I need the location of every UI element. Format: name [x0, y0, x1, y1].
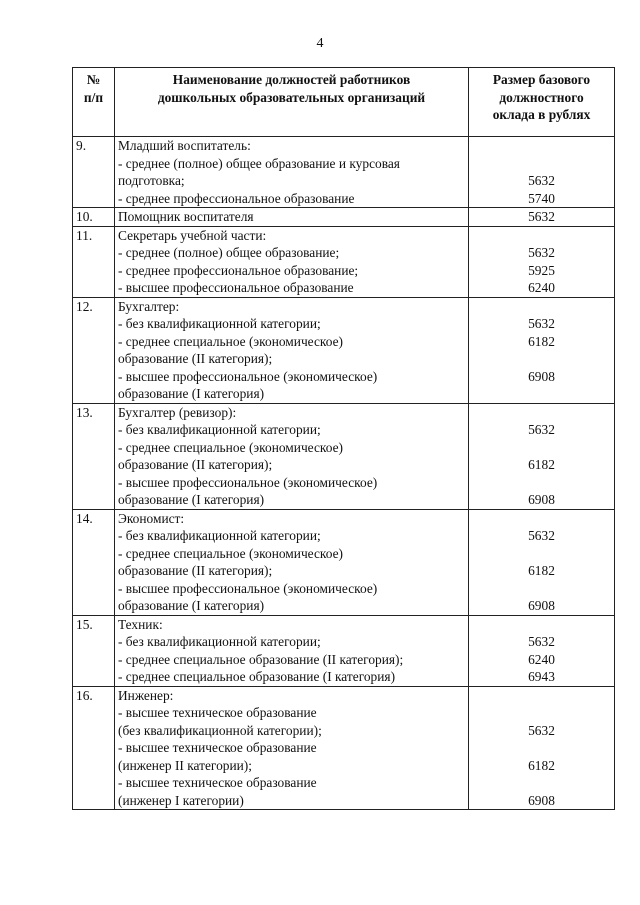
position-line: - без квалификационной категории;	[118, 634, 321, 649]
position-line: Инженер:	[118, 687, 174, 703]
salary-cell	[469, 208, 615, 227]
position-line: - среднее специальное (экономическое)	[118, 439, 343, 455]
row-number: 12.	[73, 297, 115, 403]
salary-value: 6943	[528, 669, 555, 684]
position-line: образование (I категория)	[118, 492, 265, 507]
row-number: 11.	[73, 226, 115, 297]
table-row	[73, 615, 615, 686]
position-line: - среднее специальное (экономическое)	[118, 545, 343, 561]
salary-spacer	[472, 474, 611, 492]
salary-table	[72, 67, 615, 810]
table-row	[73, 137, 615, 208]
table-row	[73, 226, 615, 297]
salary-value: 5632	[528, 422, 555, 437]
salary-value: 5925	[528, 262, 555, 278]
salary-value: 5632	[528, 245, 555, 260]
salary-cell	[469, 686, 615, 810]
position-line: - среднее специальное образование (I категория)	[118, 669, 396, 684]
table-row	[73, 509, 615, 615]
position-line: образование (II категория);	[118, 457, 273, 472]
salary-value: 6908	[528, 792, 555, 808]
row-number: 16.	[73, 686, 115, 810]
position-line: образование (II категория);	[118, 563, 273, 578]
header-salary-line: должностного	[499, 89, 584, 105]
salary-value: 5632	[528, 173, 555, 188]
position-line: - среднее специальное (экономическое)	[118, 333, 343, 349]
position-name-cell	[115, 615, 469, 686]
position-name-cell	[115, 403, 469, 509]
position-line: - среднее профессиональное образование	[118, 190, 355, 206]
salary-cell	[469, 297, 615, 403]
salary-value: 5632	[528, 209, 555, 224]
position-line: подготовка;	[118, 173, 185, 188]
salary-spacer	[472, 404, 611, 422]
salary-value: 6908	[528, 492, 555, 507]
salary-spacer	[472, 155, 611, 173]
position-line: (без квалификационной категории);	[118, 722, 322, 738]
position-line: образование (I категория)	[118, 386, 265, 401]
position-line: - среднее профессиональное образование;	[118, 262, 359, 278]
position-name-cell	[115, 686, 469, 810]
position-line: - среднее (полное) общее образование;	[118, 245, 340, 260]
position-name-cell	[115, 208, 469, 227]
salary-value: 6240	[528, 280, 555, 295]
salary-value: 6182	[528, 457, 555, 472]
position-line: образование (II категория);	[118, 351, 273, 366]
salary-spacer	[472, 510, 611, 528]
position-name-cell	[115, 137, 469, 208]
table-row	[73, 208, 615, 227]
row-number: 15.	[73, 615, 115, 686]
salary-spacer	[472, 137, 611, 155]
salary-value: 5632	[528, 316, 555, 331]
position-line: - без квалификационной категории;	[118, 422, 321, 437]
position-name-cell	[115, 297, 469, 403]
salary-spacer	[472, 580, 611, 598]
salary-spacer	[472, 704, 611, 722]
header-salary-line: оклада в рублях	[492, 107, 591, 122]
salary-value: 6182	[528, 333, 555, 349]
position-line: - высшее техническое образование	[118, 775, 317, 790]
position-line: Бухгалтер (ревизор):	[118, 404, 237, 420]
header-salary-line: Размер базового	[492, 72, 591, 87]
row-number: 10.	[73, 208, 115, 227]
salary-cell	[469, 509, 615, 615]
table-row	[73, 297, 615, 403]
header-salary	[469, 68, 615, 137]
table-row	[73, 403, 615, 509]
salary-cell	[469, 615, 615, 686]
table-header-row	[73, 68, 615, 137]
salary-cell	[469, 137, 615, 208]
position-line: (инженер II категории);	[118, 757, 252, 773]
salary-spacer	[472, 350, 611, 368]
salary-spacer	[472, 739, 611, 757]
salary-value: 5632	[528, 528, 555, 543]
salary-cell	[469, 403, 615, 509]
salary-spacer	[472, 298, 611, 316]
position-line: - высшее техническое образование	[118, 705, 317, 720]
row-number: 9.	[73, 137, 115, 208]
header-number-line: №	[86, 72, 101, 87]
salary-value: 6908	[528, 598, 555, 613]
position-line: - без квалификационной категории;	[118, 528, 321, 543]
salary-spacer	[472, 227, 611, 245]
position-line: Младший воспитатель:	[118, 138, 251, 153]
salary-spacer	[472, 687, 611, 705]
position-line: - среднее (полное) общее образование и курсовая	[118, 155, 400, 171]
salary-spacer	[472, 385, 611, 403]
salary-value: 5632	[528, 722, 555, 738]
salary-spacer	[472, 545, 611, 563]
salary-value: 5632	[528, 634, 555, 649]
page-number: 4	[316, 36, 324, 51]
position-line: Бухгалтер:	[118, 298, 180, 314]
salary-spacer	[472, 616, 611, 634]
salary-value: 5740	[528, 190, 555, 206]
position-line: образование (I категория)	[118, 598, 265, 613]
salary-spacer	[472, 439, 611, 457]
row-number: 14.	[73, 509, 115, 615]
position-line: (инженер I категории)	[118, 792, 244, 808]
position-name-cell	[115, 226, 469, 297]
salary-spacer	[472, 774, 611, 792]
position-line: Экономист:	[118, 510, 185, 526]
salary-value: 6240	[528, 651, 555, 667]
header-position-line: Наименование должностей работников	[172, 72, 411, 87]
position-line: - высшее техническое образование	[118, 740, 317, 755]
header-number	[73, 68, 115, 137]
salary-value: 6182	[528, 563, 555, 578]
position-name-cell	[115, 509, 469, 615]
header-position-line: дошкольных образовательных организаций	[157, 89, 426, 105]
position-line: - высшее профессиональное (экономическое)	[118, 368, 378, 384]
position-line: Техник:	[118, 616, 163, 632]
salary-value: 6182	[528, 757, 555, 773]
position-line: - среднее специальное образование (II категория);	[118, 651, 404, 667]
header-number-line: п/п	[83, 89, 104, 105]
salary-cell	[469, 226, 615, 297]
header-position-name	[115, 68, 469, 137]
position-line: - высшее профессиональное (экономическое)	[118, 474, 378, 490]
position-line: - высшее профессиональное образование	[118, 280, 354, 295]
salary-value: 6908	[528, 368, 555, 384]
table-row	[73, 686, 615, 810]
row-number: 13.	[73, 403, 115, 509]
position-line: Помощник воспитателя	[118, 209, 254, 224]
position-line: - высшее профессиональное (экономическое)	[118, 580, 378, 596]
position-line: Секретарь учебной части:	[118, 227, 267, 243]
position-line: - без квалификационной категории;	[118, 316, 321, 331]
